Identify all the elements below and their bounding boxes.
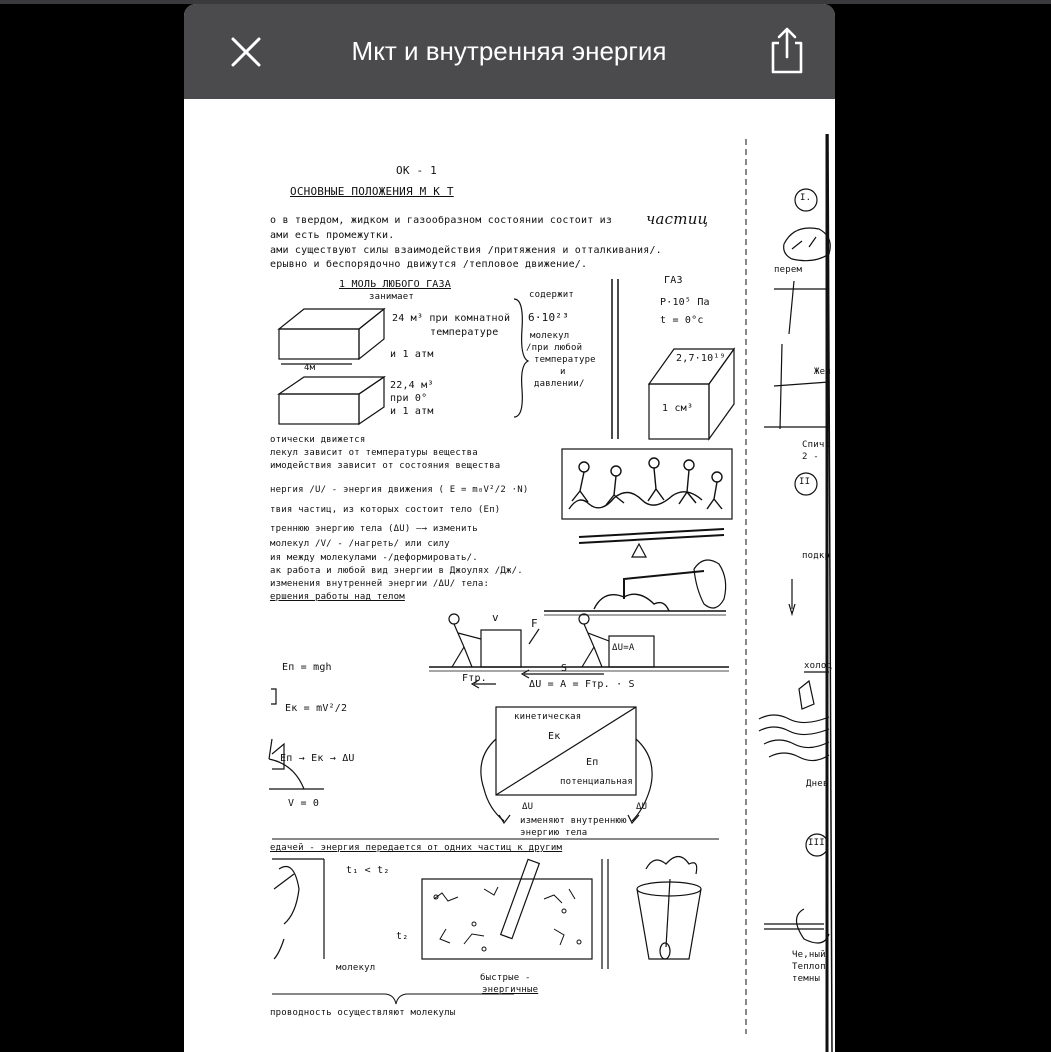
work-formula: ΔU = A = Fтр. · S [529, 679, 635, 690]
scanned-page [184, 99, 835, 1052]
gas-pressure: P·10⁵ Па [660, 297, 710, 308]
mole-occupies: занимает [369, 292, 414, 302]
energy-line-10: изменения внутренней энергии /ΔU/ тела: [270, 579, 490, 589]
heat-fast-1: быстрые - [480, 973, 531, 983]
contains-value: 6·10²³ [528, 311, 569, 324]
formula-ep: Eп = mgh [282, 662, 332, 673]
document-title: Мкт и внутренняя энергия [351, 36, 667, 66]
gas-label: ГАЗ [664, 275, 683, 286]
formula-chain: Eп → Eк → ΔU [280, 753, 355, 764]
work-distance: S [561, 663, 568, 674]
energy-line-5: твия частиц, из которых состоит тело (Eп) [270, 505, 501, 515]
right-che-3: темны [792, 974, 821, 984]
contains-line-1: молекул [530, 331, 570, 341]
right-che-2: Теплоп [792, 962, 826, 972]
formula-ek: Eк = mV²/2 [285, 703, 348, 714]
right-dnev: Днев [806, 779, 829, 789]
work-friction: Fтр. [462, 673, 487, 684]
intro-line-1: о в твердом, жидком и газообразном состоянии состоит из [270, 215, 613, 226]
page-heading: ОСНОВНЫЕ ПОЛОЖЕНИЯ М К Т [290, 185, 454, 198]
box1-line1: 24 м³ при комнатной [392, 313, 511, 324]
right-roman-1: I. [800, 193, 812, 203]
triangle-du-left: ΔU [522, 802, 534, 812]
contains-label: содержит [529, 290, 574, 300]
energy-line-9: ак работа и любой вид энергии в Джоулях /Дж/. [270, 566, 523, 576]
right-podkr: подкр [802, 551, 831, 561]
triangle-ek: Eк [548, 731, 561, 742]
contains-line-3: температуре [534, 355, 596, 365]
box2-line2: при 0° [390, 393, 428, 404]
box1-dimension: 4м [304, 363, 316, 373]
gas-cube-front: 1 см³ [662, 403, 694, 414]
handwritten-word: частиц [646, 210, 709, 228]
heat-t2: t₂ [396, 931, 409, 942]
work-du-a: ΔU=A [612, 643, 635, 653]
intro-line-2: ами есть промежутки. [270, 230, 395, 241]
close-button[interactable] [224, 30, 268, 74]
energy-line-7: молекул /V/ - /нагреть/ или силу [270, 539, 450, 549]
page-code: ОК - 1 [396, 164, 437, 177]
formula-v0: V = 0 [288, 798, 320, 809]
right-zhel: Жел [814, 367, 831, 377]
right-pereme: перем [774, 265, 803, 275]
viewer-header [184, 4, 835, 99]
heat-molecules: молекул [336, 963, 376, 973]
right-che-1: Че,ный [792, 950, 826, 960]
triangle-du-right: ΔU [636, 802, 648, 812]
energy-line-1: отически движется [270, 435, 366, 445]
triangle-potential: потенциальная [560, 777, 634, 787]
box1-line2: температуре [430, 327, 499, 338]
heat-t1-t2: t₁ < t₂ [346, 865, 390, 876]
box2-line3: и 1 атм [390, 406, 434, 417]
intro-line-3: ами существуют силы взаимодействия /притяжения и отталкивания/. [270, 245, 662, 256]
mole-title: 1 МОЛЬ ЛЮБОГО ГАЗА [339, 279, 451, 290]
triangle-kinetic: кинетическая [514, 712, 582, 722]
contains-line-5: давлении/ [534, 379, 585, 389]
energy-line-8: ия между молекулами -/деформировать/. [270, 553, 478, 563]
energy-line-6: треннюю энергию тела (ΔU) —→ изменить [270, 524, 478, 534]
triangle-caption-1: изменяют внутреннюю [520, 816, 627, 826]
share-icon [764, 26, 810, 76]
energy-line-2: лекул зависит от температуры вещества [270, 448, 478, 458]
work-velocity: v [492, 611, 499, 624]
heat-line: едачей - энергия передается от одних частиц к другим [270, 843, 563, 853]
right-roman-3: III [808, 838, 825, 848]
gas-temperature: t = 0°c [660, 315, 704, 326]
energy-line-11: ершения работы над телом [270, 592, 405, 602]
gas-cube-top: 2,7·10¹⁹ [676, 353, 726, 364]
right-spich-1: Спичк [802, 440, 831, 450]
intro-line-4: ерывно и беспорядочно движутся /тепловое движение/. [270, 259, 588, 270]
right-roman-2: II [799, 477, 811, 487]
share-button[interactable] [764, 26, 810, 76]
work-force: F [531, 617, 538, 630]
triangle-caption-2: энергию тела [520, 828, 588, 838]
document-viewer [184, 4, 835, 1052]
heat-bottom: проводность осуществляют молекулы [270, 1008, 456, 1018]
right-holod: холод [804, 661, 833, 671]
energy-line-4: нергия /U/ - энергия движения ( E = m₀V²/2 ·N) [270, 485, 529, 495]
heat-fast-2: энергичные [482, 985, 539, 995]
right-spich-2: 2 - [802, 452, 819, 462]
triangle-ep: Eп [586, 757, 599, 768]
contains-line-4: и [560, 367, 566, 377]
contains-line-2: /при любой [526, 343, 583, 353]
energy-line-3: имодействия зависит от состояния вещества [270, 461, 501, 471]
box2-line1: 22,4 м³ [390, 380, 434, 391]
box1-line3: и 1 атм [390, 349, 434, 360]
close-icon [224, 30, 268, 74]
